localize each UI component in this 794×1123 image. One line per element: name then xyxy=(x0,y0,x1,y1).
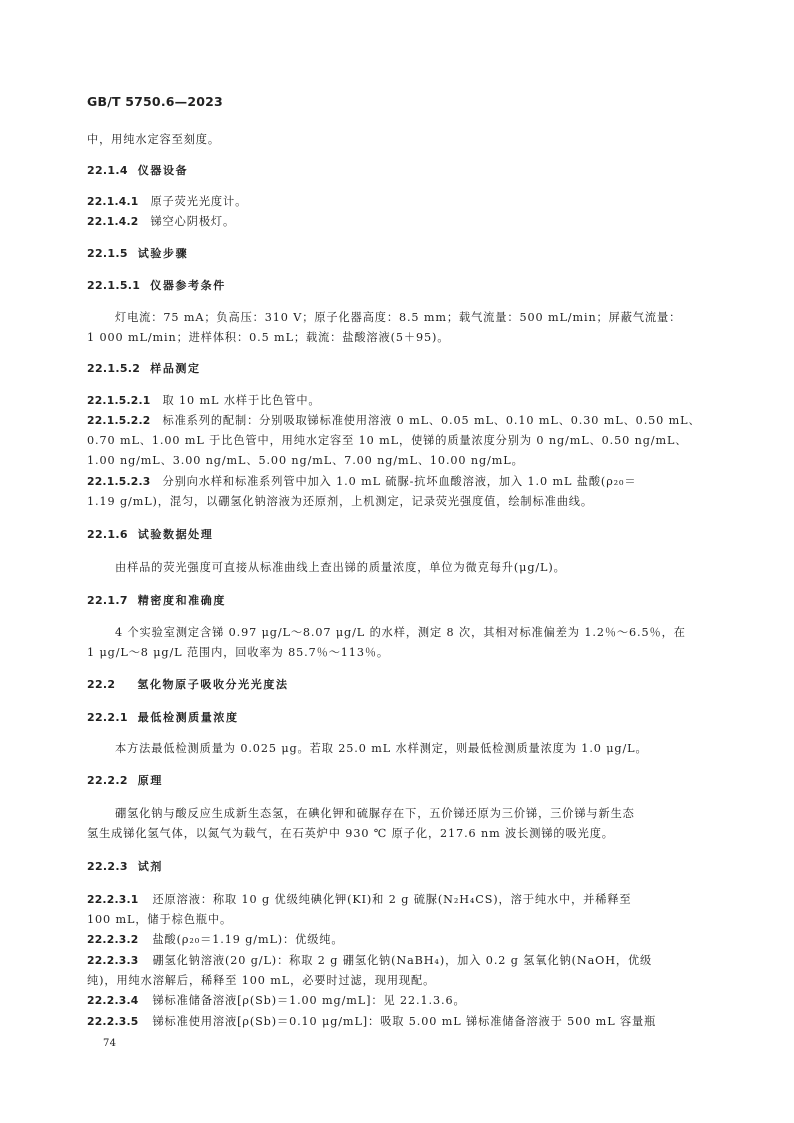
paragraph-line: 氢生成锑化氢气体，以氮气为载气，在石英炉中 930 ℃ 原子化，217.6 nm 波长测锑的吸光度。 xyxy=(87,827,614,840)
section-heading xyxy=(87,774,163,788)
section-number: 22.1.5.1 xyxy=(87,279,141,292)
clause-text: 原子荧光光度计。 xyxy=(150,195,248,208)
section-title: 试验步骤 xyxy=(137,247,189,260)
section-heading xyxy=(87,678,289,692)
section-number: 22.2 xyxy=(87,678,116,691)
clause-line xyxy=(87,195,247,209)
clause-line xyxy=(87,994,466,1008)
paragraph-line: 1 μg/L～8 μg/L 范围内，回收率为 85.7％～113％。 xyxy=(87,646,390,659)
section-title: 原理 xyxy=(137,774,163,787)
section-number: 22.1.4 xyxy=(87,164,128,177)
section-number: 22.1.7 xyxy=(87,594,128,607)
paragraph-line: 本方法最低检测质量为 0.025 μg。若取 25.0 mL 水样测定，则最低检测质量浓度为 1.0 μg/L。 xyxy=(115,742,648,755)
clause-text: 取 10 mL 水样于比色管中。 xyxy=(162,394,321,407)
paragraph-line: 中，用纯水定容至刻度。 xyxy=(87,133,220,146)
section-number: 22.2.3 xyxy=(87,860,128,873)
section-number: 22.1.5 xyxy=(87,247,128,260)
section-heading xyxy=(87,711,239,725)
section-heading xyxy=(87,594,226,608)
section-heading xyxy=(87,247,188,261)
clause-text: 锑空心阴极灯。 xyxy=(150,215,236,228)
clause-line xyxy=(87,1015,656,1029)
clause-text: 硼氢化钠溶液(20 g/L)：称取 2 g 硼氢化钠(NaBH₄)，加入 0.2 g 氢氧化钠(NaOH，优级 xyxy=(152,954,653,967)
clause-number: 22.1.5.2.1 xyxy=(87,394,151,407)
section-number: 22.1.6 xyxy=(87,528,128,541)
clause-number: 22.1.5.2.3 xyxy=(87,475,151,488)
clause-text: 盐酸(ρ₂₀＝1.19 g/mL)：优级纯。 xyxy=(152,933,344,946)
section-title: 仪器参考条件 xyxy=(150,279,226,292)
clause-text: 锑标准储备溶液[ρ(Sb)＝1.00 mg/mL]：见 22.1.3.6。 xyxy=(152,994,466,1007)
section-title: 最低检测质量浓度 xyxy=(137,711,239,724)
clause-number: 22.2.3.4 xyxy=(87,994,139,1007)
clause-number: 22.2.3.2 xyxy=(87,933,139,946)
clause-line xyxy=(87,414,701,428)
paragraph-line: 4 个实验室测定含锑 0.97 μg/L～8.07 μg/L 的水样，测定 8 次，其相对标准偏差为 1.2％～6.5％，在 xyxy=(115,626,686,639)
clause-line xyxy=(87,215,235,229)
section-title: 仪器设备 xyxy=(137,164,189,177)
section-heading xyxy=(87,362,201,376)
clause-number: 22.2.3.1 xyxy=(87,893,139,906)
clause-number: 22.1.4.1 xyxy=(87,195,139,208)
paragraph-line: 1 000 mL/min；进样体积：0.5 mL；载流：盐酸溶液(5＋95)。 xyxy=(87,331,450,344)
clause-line xyxy=(87,954,652,968)
section-heading xyxy=(87,528,213,542)
section-number: 22.2.2 xyxy=(87,774,128,787)
section-number: 22.1.5.2 xyxy=(87,362,141,375)
section-heading xyxy=(87,860,163,874)
paragraph-line: 100 mL，储于棕色瓶中。 xyxy=(87,913,233,926)
paragraph-line: 纯)，用纯水溶解后，稀释至 100 mL，必要时过滤，现用现配。 xyxy=(87,974,436,987)
standard-code: GB/T 5750.6—2023 xyxy=(87,94,223,109)
section-title: 氢化物原子吸收分光光度法 xyxy=(137,678,289,691)
page-number: 74 xyxy=(103,1038,117,1049)
clause-number: 22.2.3.5 xyxy=(87,1015,139,1028)
clause-text: 分别向水样和标准系列管中加入 1.0 mL 硫脲-抗坏血酸溶液，加入 1.0 mL 盐酸(ρ₂₀＝ xyxy=(162,475,637,488)
clause-number: 22.1.4.2 xyxy=(87,215,139,228)
section-title: 样品测定 xyxy=(150,362,201,375)
clause-number: 22.2.3.3 xyxy=(87,954,139,967)
paragraph-line: 1.19 g/mL)，混匀，以硼氢化钠溶液为还原剂，上机测定，记录荧光强度值，绘制标准曲线。 xyxy=(87,495,593,508)
clause-line xyxy=(87,394,321,408)
section-title: 试验数据处理 xyxy=(137,528,214,541)
clause-number: 22.1.5.2.2 xyxy=(87,414,151,427)
paragraph-line: 由样品的荧光强度可直接从标准曲线上查出锑的质量浓度，单位为微克每升(μg/L)。 xyxy=(115,561,566,574)
section-title: 试剂 xyxy=(137,860,163,873)
section-number: 22.2.1 xyxy=(87,711,128,724)
paragraph-line: 硼氢化钠与酸反应生成新生态氢，在碘化钾和硫脲存在下，五价锑还原为三价锑，三价锑与新生态 xyxy=(115,807,635,820)
paragraph-line: 1.00 ng/mL、3.00 ng/mL、5.00 ng/mL、7.00 ng/mL、10.00 ng/mL。 xyxy=(87,454,524,467)
clause-line xyxy=(87,893,632,907)
section-heading xyxy=(87,279,226,293)
clause-text: 锑标准使用溶液[ρ(Sb)＝0.10 μg/mL]：吸取 5.00 mL 锑标准储备溶液于 500 mL 容量瓶 xyxy=(152,1015,657,1028)
section-heading xyxy=(87,164,188,178)
clause-text: 标准系列的配制：分别吸取锑标准使用溶液 0 mL、0.05 mL、0.10 mL、0.30 mL、0.50 mL、 xyxy=(162,414,701,427)
clause-text: 还原溶液：称取 10 g 优级纯碘化钾(KI)和 2 g 硫脲(N₂H₄CS)，溶于纯水中，并稀释至 xyxy=(152,893,632,906)
paragraph-line: 灯电流：75 mA；负高压：310 V；原子化器高度：8.5 mm；载气流量：500 mL/min；屏蔽气流量： xyxy=(115,311,682,324)
paragraph-line: 0.70 mL、1.00 mL 于比色管中，用纯水定容至 10 mL，使锑的质量浓度分别为 0 ng/mL、0.50 ng/mL、 xyxy=(87,434,688,447)
section-title: 精密度和准确度 xyxy=(137,594,226,607)
clause-line xyxy=(87,475,637,489)
clause-line xyxy=(87,933,343,947)
